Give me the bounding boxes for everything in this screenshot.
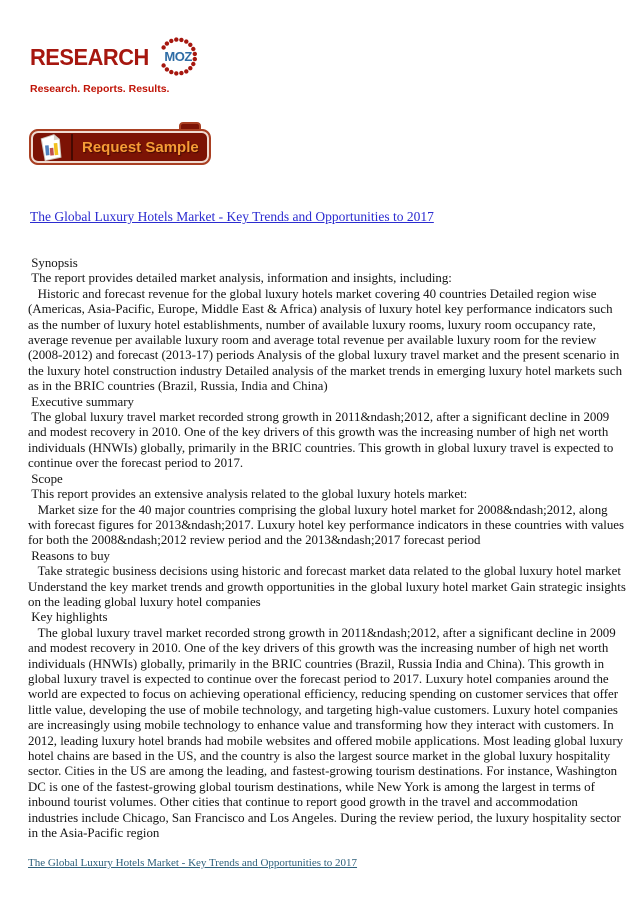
body-paragraph: The global luxury travel market recorded strong growth in 2011&ndash;2012, after a significant decline in 2009 and modest recovery in 2010. One of the key drivers of this growth was the increasing number of high net worth individuals (HNWIs) globally, primarily in the BRIC countries (Brazil, Russia India and China). This growth in global luxury travel is expected to continue over the forecast period to 2017. Luxury hotel companies around the world are expected to focus on achieving operational efficiency, reducing spending on customer services that offer little value, developing the use of mobile technology, and targeting high-value customers. Luxury hotel companies are increasingly using mobile technology to enhance value and transforming how they interact with customers. In 2012, leading luxury hotel brands had mobile websites and offered mobile applications. Most leading global luxury hotel chains are based in the US, and the country is also the largest source market in the global luxury hospitality sector. Cities in the US are among the leading, and fastest-growing tourism destinations. For instance, Washington DC is one of the fastest-growing global tourism destinations, while New York is among the largest in terms of inbound tourist volumes. Other cities that continue to report good growth in the travel and accommodation industries include Chicago, San Francisco and Los Angeles. During the review period, the luxury hospitality sector in the Asia-Pacific region (28, 625, 627, 841)
request-sample-button[interactable] (29, 129, 211, 165)
request-sample-area (29, 122, 211, 165)
button-divider (71, 134, 73, 160)
body-paragraph: Reasons to buy (28, 548, 111, 563)
body-paragraph: The global luxury travel market recorded strong growth in 2011&ndash;2012, after a significant decline in 2009 and modest recovery in 2010. One of the key drivers of this growth was the increasing number of high net worth individuals (HNWIs) globally, primarily in the BRIC countries. This growth in global luxury travel is expected to continue over the forecast period to 2017. (28, 410, 617, 471)
researchmoz-logo[interactable] (30, 34, 199, 95)
logo-brand-text: RESEARCH (30, 43, 149, 70)
body-paragraph: Executive summary (28, 394, 134, 409)
body-paragraph: This report provides an extensive analysis related to the global luxury hotels market: (28, 487, 468, 502)
body-paragraph: Synopsis (28, 256, 78, 270)
body-paragraph: Historic and forecast revenue for the global luxury hotels market covering 40 countries Detailed region wise (Americas, Asia-Pacific, Europe, Middle East & Africa) analysis of luxury hotel key performance indicators such as the number of luxury hotel establishments, number of available luxury rooms, luxury room occupancy rate, average revenue per available luxury room and average total revenue per available luxury room for the review (2008-2012) and forecast (2013-17) periods Analysis of the global luxury travel market and the present scenario in the luxury hotel construction industry Detailed analysis of the market trends in emerging luxury hotel markets such as in the BRIC countries (Brazil, Russia, India and China) (28, 286, 626, 394)
body-paragraph: Scope (28, 471, 63, 486)
report-title-link[interactable]: The Global Luxury Hotels Market - Key Trends and Opportunities to 2017 (30, 209, 434, 224)
body-text (28, 256, 630, 841)
logo-badge-text: MOZ (164, 49, 192, 64)
body-paragraph: Market size for the 40 major countries comprising the global luxury hotel market for 2008&ndash;2012, along with forecast figures for 2013&ndash;2017. Luxury hotel key performance indicators in these countries with values for both the 2008&ndash;2012 review period and the 2013&ndash;2017 forecast period (28, 502, 628, 548)
body-paragraph: Key highlights (28, 610, 108, 625)
body-paragraph: The report provides detailed market analysis, information and insights, including: (28, 271, 452, 286)
logo-tagline: Research. Reports. Results. (30, 83, 170, 95)
moz-dotted-circle-icon (157, 34, 199, 80)
body-paragraph: Take strategic business decisions using historic and forecast market data related to the global luxury hotel market Understand the key market trends and growth opportunities in the global luxury hotel market Gain strategic insights on the leading global luxury hotel companies (28, 564, 630, 609)
report-chart-icon (37, 132, 65, 162)
footer-title-link[interactable]: The Global Luxury Hotels Market - Key Trends and Opportunities to 2017 (28, 857, 358, 869)
request-sample-label: Request Sample (82, 138, 199, 156)
